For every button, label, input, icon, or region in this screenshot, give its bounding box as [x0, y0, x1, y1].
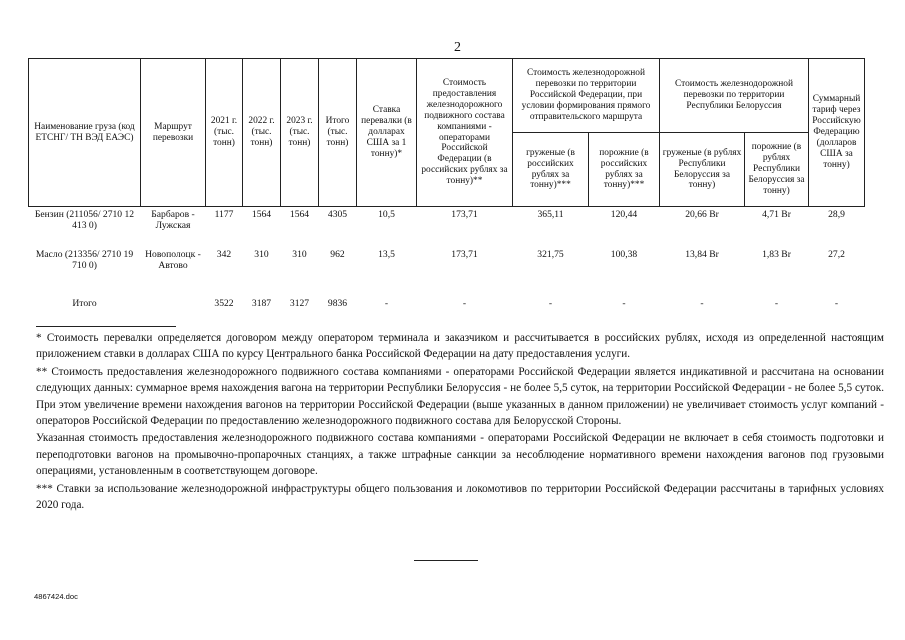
cell-total: 962: [330, 249, 345, 260]
total-dash: -: [700, 297, 704, 309]
header-transshipment-rate: Ставка перевалки (в долларах США за 1 тонну)*: [357, 59, 417, 207]
cell-rf-loaded: 321,75: [537, 249, 564, 260]
cell-rf-loaded: 365,11: [537, 209, 564, 220]
header-total: Итого (тыс. тонн): [319, 59, 357, 207]
header-2021: 2021 г. (тыс. тонн): [206, 59, 243, 207]
cell-rf-empty: 120,44: [610, 209, 638, 220]
cell-rf-empty: 100,38: [610, 249, 638, 260]
footnotes: [36, 330, 884, 514]
tariff-table: [28, 58, 865, 311]
table-row: [29, 207, 865, 248]
cell-2022: 1564: [251, 209, 272, 220]
header-route: Маршрут перевозки: [141, 59, 206, 207]
total-dash: -: [622, 297, 626, 309]
cell-transshipment: 13,5: [378, 249, 395, 260]
total-2023: 3127: [289, 297, 310, 309]
total-route-empty: [141, 287, 206, 311]
cell-transshipment: 10,5: [378, 209, 395, 220]
page-number: 2: [454, 40, 461, 55]
table-row: [29, 247, 865, 287]
cell-2021: 1177: [214, 209, 234, 220]
header-rolling-stock-cost: Стоимость предоставления железнодорожного подвижного состава компаниями - операторами Российской Федерации (в российских рублях за тонну)**: [417, 59, 513, 207]
header-by-transport-cost: Стоимость железнодорожной перевозки по территории Республики Белоруссия: [660, 59, 809, 133]
cell-by-loaded: 13,84 Br: [685, 249, 719, 260]
cell-cargo: Масло (213356/ 2710 19 710 0): [35, 249, 134, 272]
cell-by-loaded: 20,66 Br: [685, 209, 719, 220]
total-row: [29, 287, 865, 311]
footnote-transshipment: * Стоимость перевалки определяется договором между оператором терминала и заказчиком и рассчитывается в российских рублях, исходя из определенной настоящим приложением ставки в долларах США по курсу Центрального банка Российской Федерации на дату предоставления услуги.: [36, 332, 884, 361]
total-dash: -: [774, 297, 779, 309]
header-rf-empty: порожние (в российских рублях за тонну)***: [589, 133, 660, 207]
cell-2023: 1564: [289, 209, 310, 220]
header-2022: 2022 г. (тыс. тонн): [243, 59, 281, 207]
cell-by-empty: 1,83 Br: [762, 249, 791, 260]
header-rf-loaded: груженые (в российских рублях за тонну)***: [513, 133, 589, 207]
cell-rolling-stock: 173,71: [451, 249, 478, 260]
header-by-empty: порожние (в рублях Республики Белоруссия за тонну): [745, 133, 809, 207]
cell-route: Барбаров - Лужская: [151, 209, 195, 232]
footnote-rolling-stock-exclusions: Указанная стоимость предоставления железнодорожного подвижного состава компаниями - операторами Российской Федерации не включает в себя стоимость подготовки и переподготовки вагонов на промывочно-пропарочных станциях, а также штрафные санкции за несоблюдение нормативного времени нахождения вагонов под грузовыми операциями, установленным в соответствующем договоре.: [36, 432, 884, 478]
total-dash: -: [384, 297, 389, 309]
header-by-loaded: груженые (в рублях Республики Белоруссия за тонну): [660, 133, 745, 207]
cell-cargo: Бензин (211056/ 2710 12 413 0): [34, 209, 135, 232]
cell-route: Новополоцк - Автово: [145, 249, 201, 272]
header-rf-transport-cost: Стоимость железнодорожной перевозки по территории Российской Федерации, при условии формирования прямого отправительского маршрута: [513, 59, 660, 133]
cell-rolling-stock: 173,71: [451, 209, 478, 220]
cell-2021: 342: [216, 249, 232, 260]
header-summary-tariff: Суммарный тариф через Российскую Федерацию (долларов США за тонну): [809, 59, 865, 207]
header-2023: 2023 г. (тыс. тонн): [281, 59, 319, 207]
total-2021: 3522: [214, 297, 234, 309]
total-dash: -: [834, 297, 839, 309]
cell-summary: 27,2: [828, 249, 845, 260]
cell-total: 4305: [327, 209, 348, 220]
total-dash: -: [548, 297, 553, 309]
cell-by-empty: 4,71 Br: [762, 209, 791, 220]
total-dash: -: [462, 297, 467, 309]
header-cargo: Наименование груза (код ЕТСНГ/ ТН ВЭД ЕАЭС): [29, 59, 141, 207]
cell-2022: 310: [254, 249, 269, 260]
cell-2023: 310: [292, 249, 307, 260]
footnote-infrastructure-rates: *** Ставки за использование железнодорожной инфраструктуры общего пользования и локомотивов по территории Российской Федерации рассчитаны в тарифных условиях 2020 года.: [36, 482, 884, 512]
cell-summary: 28,9: [828, 209, 845, 220]
total-2022: 3187: [251, 297, 272, 309]
footnote-rolling-stock: ** Стоимость предоставления железнодорожного подвижного состава компаниями - операторами Российской Федерации является индикативной и рассчитана на основании следующих данных: суммарное время нахождения вагона на территории Республики Белоруссия - не более 5,5 суток, на территории Российской Федерации - не более 5,5 суток. При этом увеличение времени нахождения вагонов на территории Российской Федерации (выше указанных в данном приложении) не увеличивает стоимость услуг компаний - операторов Российской Федерации по предоставлению железнодорожного подвижного состава для Белорусской Стороны.: [36, 365, 884, 428]
total-label: Итого: [72, 297, 97, 309]
footnote-rule: [36, 326, 176, 327]
signature-line: [414, 560, 478, 561]
total-total: 9836: [327, 297, 348, 309]
file-identifier: 4867424.doc: [34, 592, 78, 601]
